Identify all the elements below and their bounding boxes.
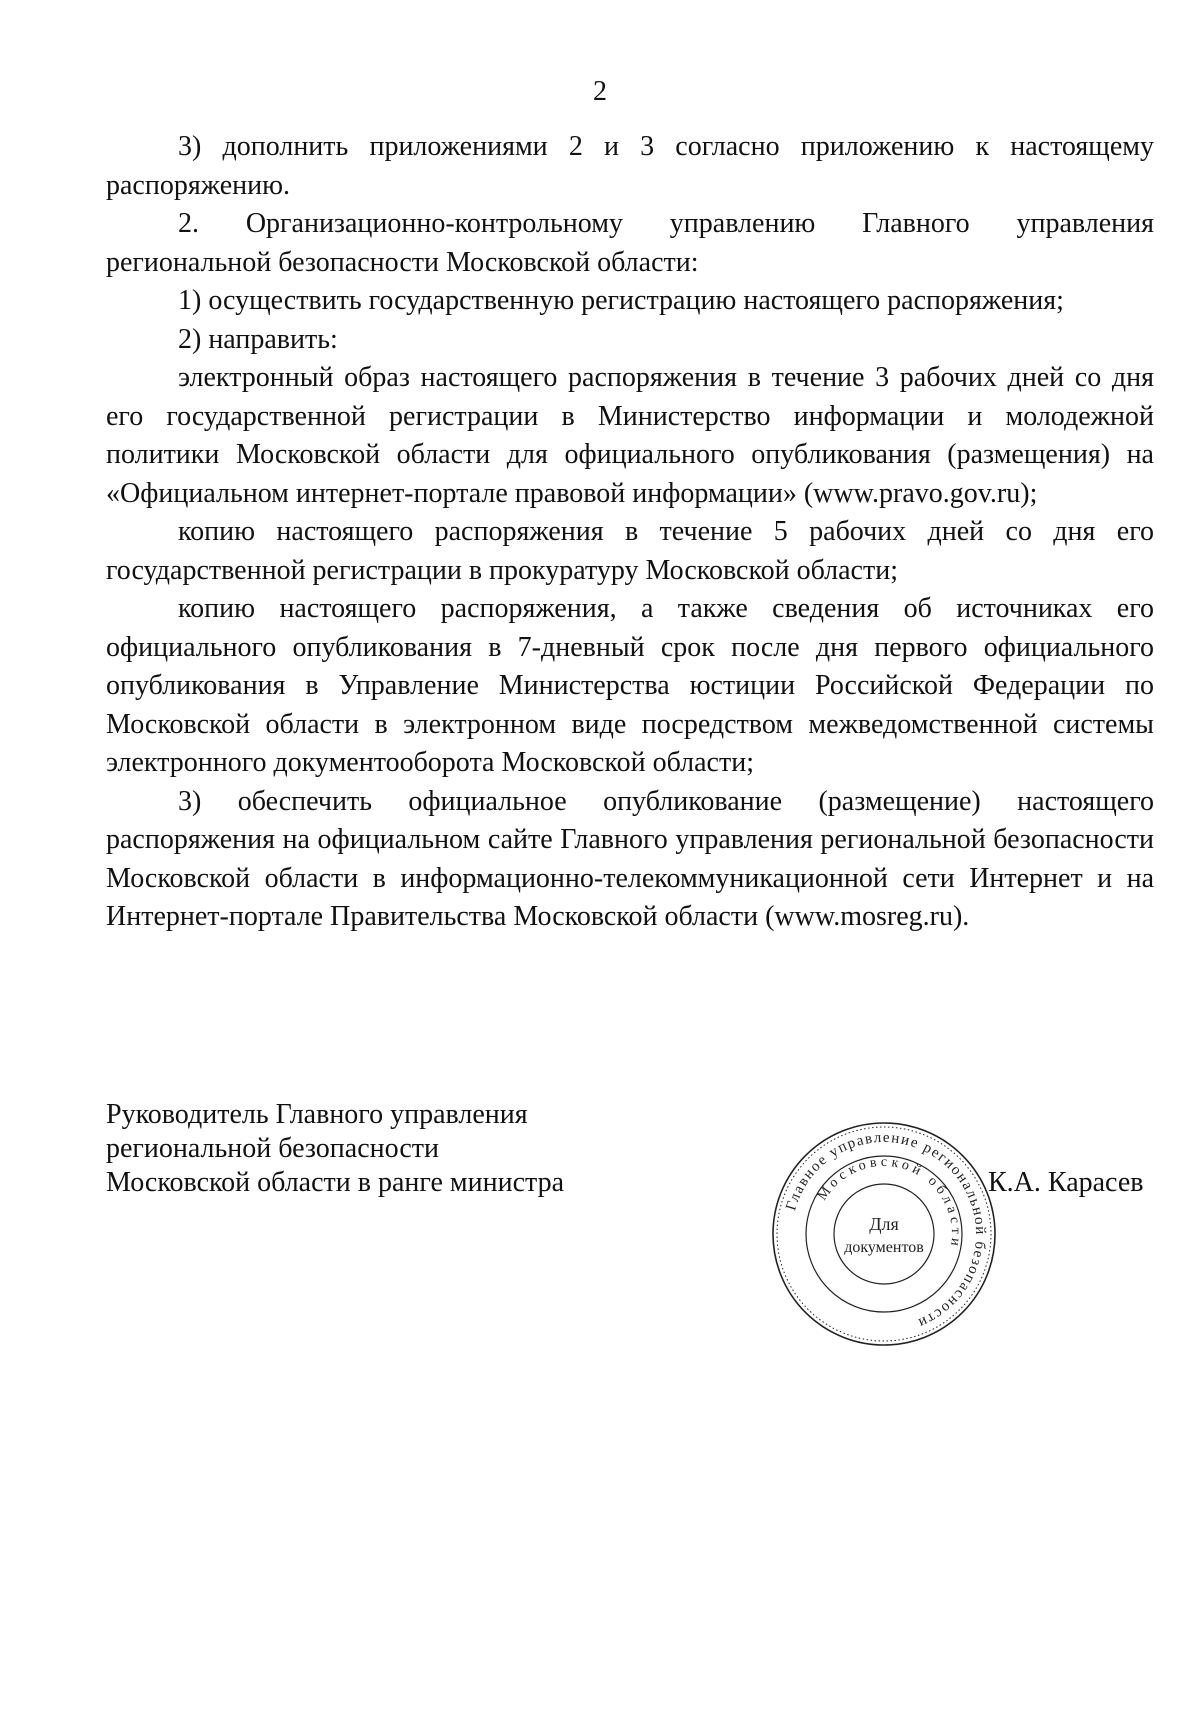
- paragraph-amend-appendices: 3) дополнить приложениями 2 и 3 согласно приложению к настоящему распоряжению.: [106, 131, 1154, 201]
- paragraph-ensure-publication: 3) обеспечить официальное опубликование (размещение) настоящего распоряжения на официальном сайте Главного управления региональной безопасности Московской области в информационно-телекоммуникационной сети Интернет и на Интернет-портале Правительства Московской области (www.mosreg.ru).: [106, 785, 1154, 932]
- signer-position-line: региональной безопасности: [106, 1133, 439, 1164]
- signer-position-line: Московской области в ранге министра: [106, 1167, 565, 1198]
- page-number: 2: [593, 76, 607, 107]
- seal-outer-text: Главное управление региональной безопасности: [783, 1129, 989, 1332]
- svg-text:Московской области: [815, 1155, 963, 1251]
- signer-name: К.А. Карасев: [988, 1167, 1144, 1198]
- paragraph-electronic-image: электронный образ настоящего распоряжения в течение 3 рабочих дней со дня его государственной регистрации в Министерство информации и молодежной политики Московской области для официального опубликования (размещения) на «Официальном интернет-портале правовой информации» (www.pravo.gov.ru);: [106, 362, 1154, 509]
- paragraph-copy-justice: копию настоящего распоряжения, а также сведения об источниках его официального опубликования в 7-дневный срок после дня первого официального опубликования в Управление Министерства юстиции Российской Федерации по Московской области в электронном виде посредством межведомственной системы электронного документооборота Московской области;: [106, 593, 1154, 778]
- signer-position: [106, 1098, 666, 1200]
- seal-center-line-1: Для: [869, 1214, 899, 1234]
- seal-inner-text: Московской области: [815, 1154, 964, 1251]
- paragraph-send: 2) направить:: [178, 323, 338, 355]
- paragraph-copy-prosecutor: копию настоящего распоряжения в течение 5 рабочих дней со дня его государственной регистрации в прокуратуру Московской области;: [106, 516, 1154, 586]
- seal-center-line-2: документов: [844, 1239, 924, 1256]
- document-body: [106, 128, 1154, 937]
- paragraph-state-registration: 1) осуществить государственную регистрацию настоящего распоряжения;: [178, 285, 1064, 316]
- paragraph-org-control-department: 2. Организационно-контрольному управлению Главного управления региональной безопасности Московской области:: [106, 208, 1154, 278]
- official-seal: [768, 1118, 1000, 1350]
- signer-position-line: Руководитель Главного управления: [106, 1099, 528, 1130]
